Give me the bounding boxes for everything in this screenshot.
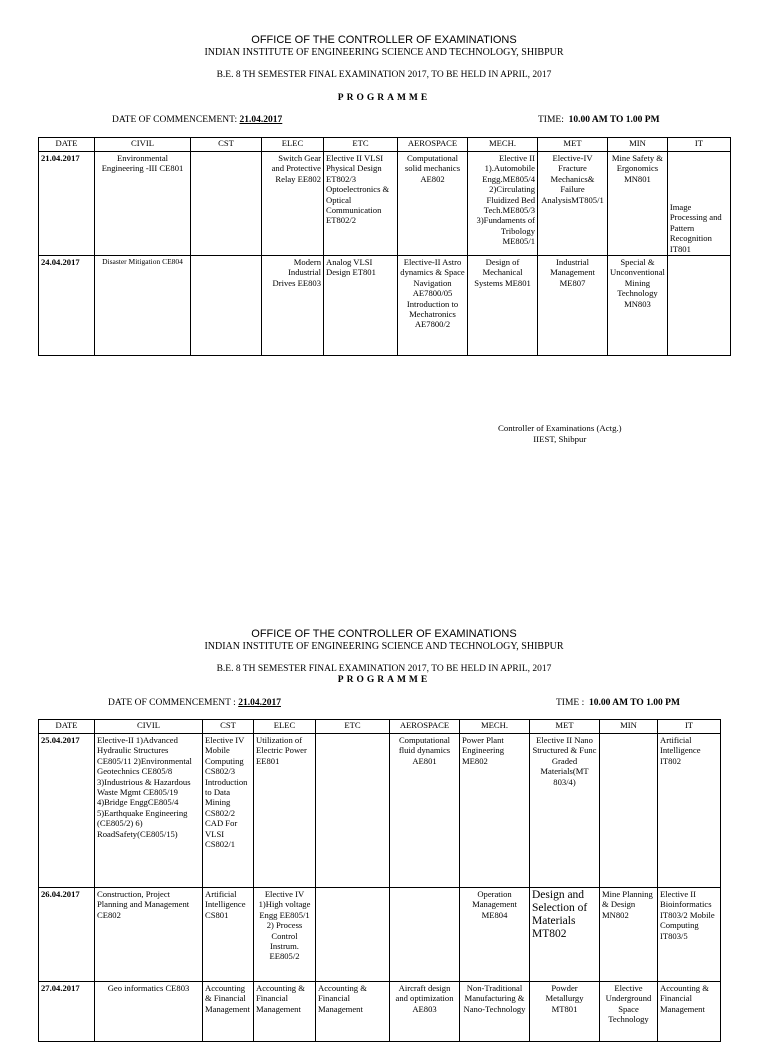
- signature-title: Controller of Examinations (Actg.): [498, 423, 622, 433]
- civil-cell: Elective-II 1)Advanced Hydraulic Structures CE805/11 2)Environmental Geotechnics CE805/8 3)Industrious & Hazardous Waste Mgmt CE805/19 4)Bridge EnggCE805/4 5)Earthquake Engineering (CE805/2) 6) RoadSafety(CE805/15): [95, 734, 203, 888]
- etc-cell: [316, 888, 390, 982]
- table-header-row: [39, 720, 721, 734]
- it-cell: Accounting & Financial Management: [658, 982, 721, 1042]
- commencement-date: DATE OF COMMENCEMENT : 21.04.2017: [108, 698, 281, 708]
- column-header: MET: [538, 138, 608, 152]
- civil-cell: Disaster Mitigation CE804: [95, 256, 191, 356]
- date-cell: 24.04.2017: [39, 256, 95, 356]
- min-cell: Mine Planning & Design MN802: [600, 888, 658, 982]
- column-header: ETC: [316, 720, 390, 734]
- table-row: [39, 152, 731, 256]
- cst-cell: Artificial Intelligence CS801: [203, 888, 254, 982]
- elec-cell: Modern Industrial Drives EE803: [262, 256, 324, 356]
- exam-time: TIME: 10.00 AM TO 1.00 PM: [538, 115, 660, 125]
- column-header: MIN: [608, 138, 668, 152]
- column-header: CST: [203, 720, 254, 734]
- table-row: [39, 734, 721, 888]
- aero-cell: Computational fluid dynamics AE801: [390, 734, 460, 888]
- date-cell: 27.04.2017: [39, 982, 95, 1042]
- met-cell: Elective II Nano Structured & Func Graded Materials(MT 803/4): [530, 734, 600, 888]
- min-cell: Mine Safety & Ergonomics MN801: [608, 152, 668, 256]
- commencement-date: DATE OF COMMENCEMENT: 21.04.2017: [112, 115, 283, 125]
- etc-cell: Accounting & Financial Management: [316, 982, 390, 1042]
- min-cell: Special & Unconventional Mining Technology MN803: [608, 256, 668, 356]
- schedule-table-1: [38, 137, 731, 356]
- date-cell: 21.04.2017: [39, 152, 95, 256]
- column-header: ELEC: [262, 138, 324, 152]
- column-header: IT: [667, 138, 730, 152]
- it-cell: Elective II Bioinformatics IT803/2 Mobile Computing IT803/5: [658, 888, 721, 982]
- exam-time: TIME : 10.00 AM TO 1.00 PM: [556, 698, 680, 708]
- elec-cell: Elective IV 1)High voltage Engg EE805/1 2) Process Control Instrum. EE805/2: [254, 888, 316, 982]
- office-title: OFFICE OF THE CONTROLLER OF EXAMINATIONS: [251, 34, 517, 46]
- column-header: ELEC: [254, 720, 316, 734]
- it-cell: Image Processing and Pattern Recognition IT801: [667, 152, 730, 256]
- mech-cell: Design of Mechanical Systems ME801: [468, 256, 538, 356]
- cst-cell: Elective IV Mobile Computing CS802/3 Introduction to Data Mining CS802/2 CAD For VLSI CS802/1: [203, 734, 254, 888]
- column-header: AEROSPACE: [398, 138, 468, 152]
- elec-cell: Switch Gear and Protective Relay EE802: [262, 152, 324, 256]
- column-header: AEROSPACE: [390, 720, 460, 734]
- civil-cell: Environmental Engineering -III CE801: [95, 152, 191, 256]
- mech-cell: Non-Traditional Manufacturing & Nano-Technology: [460, 982, 530, 1042]
- min-cell: [600, 734, 658, 888]
- civil-cell: Geo informatics CE803: [95, 982, 203, 1042]
- aero-cell: Aircraft design and optimization AE803: [390, 982, 460, 1042]
- it-cell: Artificial Intelligence IT802: [658, 734, 721, 888]
- aero-cell: [390, 888, 460, 982]
- elec-cell: Accounting & Financial Management: [254, 982, 316, 1042]
- column-header: MECH.: [460, 720, 530, 734]
- met-cell: Elective-IV Fracture Mechanics& Failure AnalysisMT805/1: [538, 152, 608, 256]
- programme-heading: PROGRAMME: [337, 93, 431, 103]
- cst-cell: Accounting & Financial Management: [203, 982, 254, 1042]
- met-cell: Powder Metallurgy MT801: [530, 982, 600, 1042]
- date-cell: 25.04.2017: [39, 734, 95, 888]
- table-row: [39, 888, 721, 982]
- date-cell: 26.04.2017: [39, 888, 95, 982]
- aero-cell: Computational solid mechanics AE802: [398, 152, 468, 256]
- met-cell: Industrial Management ME807: [538, 256, 608, 356]
- mech-cell: Operation Management ME804: [460, 888, 530, 982]
- table-row: [39, 256, 731, 356]
- met-cell: Design and Selection of Materials MT802: [530, 888, 600, 982]
- column-header: ETC: [324, 138, 398, 152]
- mech-cell: Elective II 1).Automobile Engg.ME805/4 2)Circulating Fluidized Bed Tech.ME805/3 3)Fundaments of Tribology ME805/1: [468, 152, 538, 256]
- min-cell: Elective Underground Space Technology: [600, 982, 658, 1042]
- column-header: CIVIL: [95, 138, 191, 152]
- etc-cell: [316, 734, 390, 888]
- institute-name: INDIAN INSTITUTE OF ENGINEERING SCIENCE AND TECHNOLOGY, SHIBPUR: [204, 47, 564, 58]
- column-header: DATE: [39, 138, 95, 152]
- programme-heading: PROGRAMME: [337, 675, 431, 685]
- exam-title: B.E. 8 TH SEMESTER FINAL EXAMINATION 2017, TO BE HELD IN APRIL, 2017: [216, 664, 552, 674]
- office-title: OFFICE OF THE CONTROLLER OF EXAMINATIONS: [251, 628, 517, 640]
- institute-name: INDIAN INSTITUTE OF ENGINEERING SCIENCE AND TECHNOLOGY, SHIBPUR: [204, 641, 564, 652]
- it-cell: [667, 256, 730, 356]
- etc-cell: Elective II VLSI Physical Design ET802/3 Optoelectronics & Optical Communication ET802/2: [324, 152, 398, 256]
- civil-cell: Construction, Project Planning and Management CE802: [95, 888, 203, 982]
- column-header: CIVIL: [95, 720, 203, 734]
- schedule-table-2: [38, 719, 721, 1042]
- signature-block: [498, 423, 622, 445]
- signature-institute: IIEST, Shibpur: [533, 434, 587, 444]
- column-header: MIN: [600, 720, 658, 734]
- column-header: MET: [530, 720, 600, 734]
- cst-cell: [191, 256, 262, 356]
- column-header: IT: [658, 720, 721, 734]
- elec-cell: Utilization of Electric Power EE801: [254, 734, 316, 888]
- mech-cell: Power Plant Engineering ME802: [460, 734, 530, 888]
- aero-cell: Elective-II Astro dynamics & Space Navigation AE7800/05 Introduction to Mechatronics AE7800/2: [398, 256, 468, 356]
- etc-cell: Analog VLSI Design ET801: [324, 256, 398, 356]
- column-header: MECH.: [468, 138, 538, 152]
- table-row: [39, 982, 721, 1042]
- cst-cell: [191, 152, 262, 256]
- exam-title: B.E. 8 TH SEMESTER FINAL EXAMINATION 2017, TO BE HELD IN APRIL, 2017: [216, 70, 552, 80]
- column-header: DATE: [39, 720, 95, 734]
- table-header-row: [39, 138, 731, 152]
- column-header: CST: [191, 138, 262, 152]
